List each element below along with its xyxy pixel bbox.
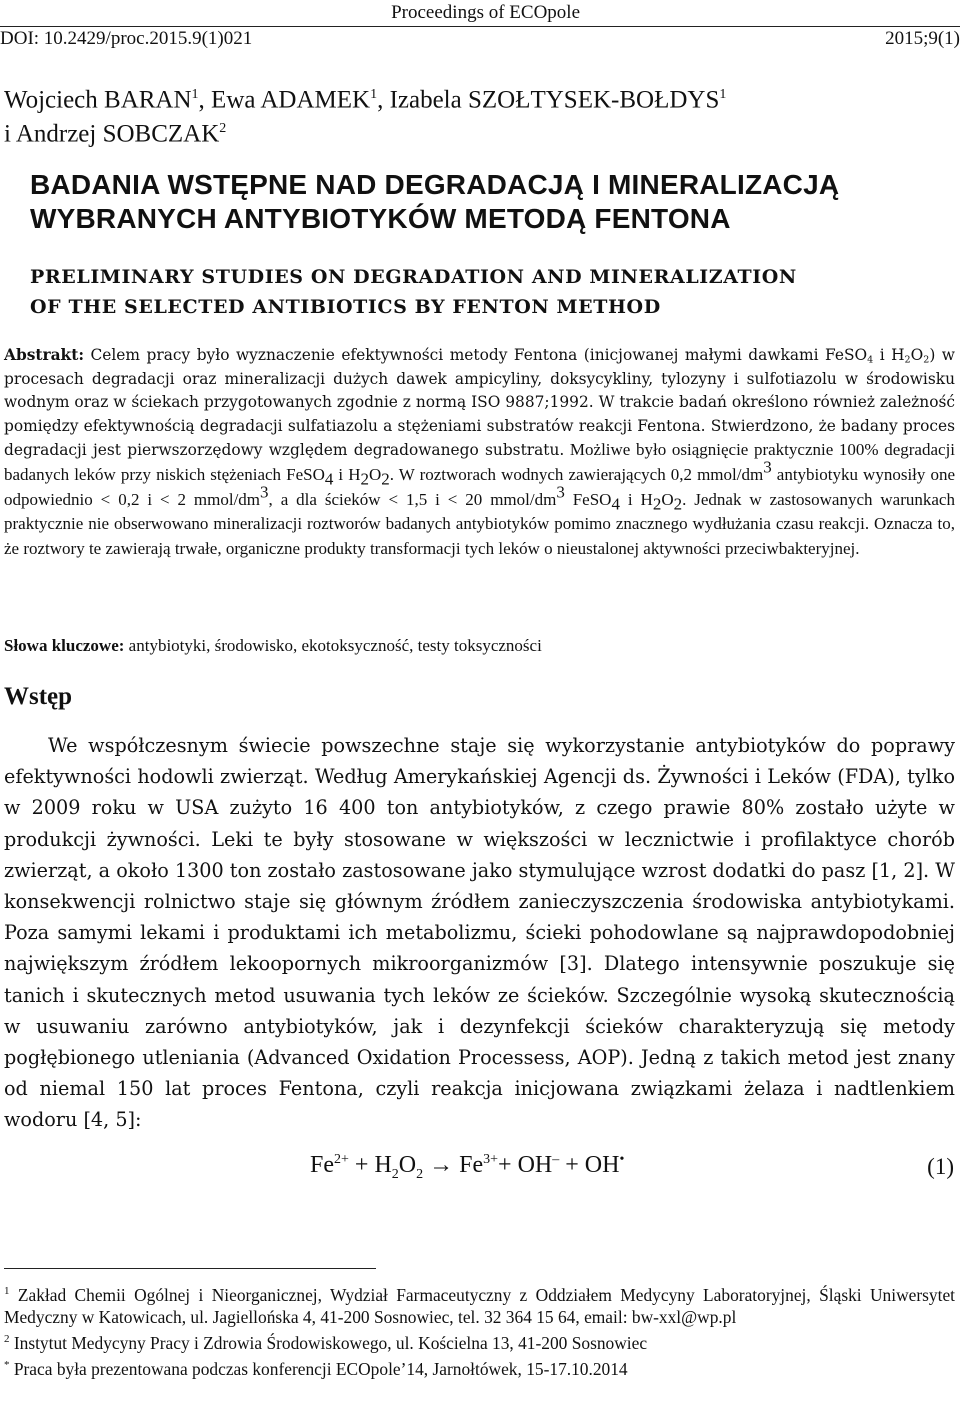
abstract-text: antybiotyku wynosiły one odpowiednio < 0,2 i < 2 mmol/dm xyxy=(4,464,955,509)
doi: DOI: 10.2429/proc.2015.9(1)021 xyxy=(0,28,253,49)
abstract-text: . W roztworach wodnych zawierających 0,2 mmol/dm xyxy=(389,464,764,484)
author-affil-mark: 1 xyxy=(370,87,378,102)
abstract-text: . Jednak w zastosowanych warunkach praktycznie nie obserwowano mineralizacji roztworów badanych antybiotyków pomimo znacznego wydłużania czasu reakcji. Oznacza to, że roztwory te zawierają trwałe, organiczne produkty transformacji tych leków o nieustalonej aktywności przeciwbakteryjnej. xyxy=(4,489,955,558)
author-baran: Wojciech BARAN xyxy=(4,86,192,114)
volume: 2015;9(1) xyxy=(885,28,960,49)
abstract-text: ) w procesach degradacji oraz mineralizacji dużych dawek ampicyliny, doksycykliny, tylozyny i sulfotiazolu w środowisku wodnym oraz w ściekach przygotowanych zgodnie z normą ISO 9887;1992. W trakcie badań określono również zależność pomiędzy efektywnością degradacji sulfatiazolu a stężeniami substratów reakcji Fentona. Stwierdzono, że badany proces degradacji jest pierwszorzędowy względem degradowanego substratu. xyxy=(4,346,955,460)
abstract-text: O xyxy=(910,346,924,364)
author-sobczak: i Andrzej SOBCZAK xyxy=(4,120,220,148)
header-line xyxy=(0,28,960,50)
abstract-label: Abstrakt: xyxy=(4,346,85,364)
equation: $Fe^{2+} + H_2O_2 \to Fe^{3+}+ OH^- + OH^•$ xyxy=(310,1152,625,1182)
footnote-rule xyxy=(4,1268,376,1269)
subscript: 2 xyxy=(381,469,390,489)
abstract-text: i H xyxy=(619,489,653,509)
superscript: 3 xyxy=(556,481,565,501)
footnote-1: $^1$ Zakład Chemii Ogólnej i Nieorganicznej, Wydział Farmaceutyczny z Oddziałem Medycyny Laboratoryjnej, Śląski Uniwersytet Medyczny w Katowicach, ul. Jagiellońska 4, 41-200 Sosnowiec, tel. 32 364 15 64, email: bw-xxl@wp.pl xyxy=(4,1284,955,1327)
title-english xyxy=(30,262,930,322)
journal-name: Proceedings of ECOpole xyxy=(391,2,580,23)
abstract-text: i H xyxy=(333,464,361,484)
intro-paragraph xyxy=(4,730,955,1136)
superscript: 3 xyxy=(260,481,269,501)
keywords-label: Słowa kluczowe: xyxy=(4,636,125,655)
author-szoltysek: , Izabela SZOŁTYSEK-BOŁDYS xyxy=(377,86,720,114)
subscript: 4 xyxy=(324,469,334,489)
footnote-3: * Praca była prezentowana podczas konferencji ECOpole’14, Jarnołtówek, 15-17.10.2014 xyxy=(4,1358,628,1379)
title-english-line2: OF THE SELECTED ANTIBIOTICS BY FENTON METHOD xyxy=(30,296,661,318)
equation-number: (1) xyxy=(927,1154,954,1179)
subscript: 2 xyxy=(923,354,930,366)
abstract-text: O xyxy=(661,489,674,509)
abstract-text: Możliwe było osiągnięcie praktycznie 100% degradacji badanych leków przy niskich stężeniach FeSO xyxy=(4,440,956,484)
author-affil-mark: 1 xyxy=(719,87,727,102)
subscript: 4 xyxy=(867,354,874,366)
subscript: 2 xyxy=(904,354,911,366)
authors xyxy=(4,80,944,149)
abstract xyxy=(4,344,955,561)
abstract-text: , a dla ścieków < 1,5 i < 20 mmol/dm xyxy=(268,489,557,509)
title-polish xyxy=(30,168,930,236)
section-heading: Wstęp xyxy=(4,683,73,710)
author-adamek: , Ewa ADAMEK xyxy=(198,86,371,114)
header-rule xyxy=(0,26,960,27)
author-affil-mark: 1 xyxy=(191,87,199,102)
subscript: 2 xyxy=(360,469,369,489)
intro-text: We współczesnym świecie powszechne staje się wykorzystanie antybiotyków do poprawy efektywności hodowli zwierząt. Według Amerykańskiej Agencji ds. Żywności i Leków (FDA), tylko w 2009 roku w USA zużyto 16 400 ton antybiotyków, z czego prawie 80% zostało użyte w produkcji żywności. Leki te były stosowane w większości w lecznictwie i profilaktyce chorób zwierząt, a około 1300 ton zostało zastosowane jako stymulujące wzrost dodatki do pasz [1, 2]. W konsekwencji rolnictwo staje się głównym źródłem zanieczyszczenia środowiska antybiotykami. Poza samymi lekami i produktami ich metabolizmu, ścieki pohodowlane są najprawdopodobniej największym źródłem lekoopornych mikroorganizmów [3]. Dlatego intensywnie poszukuje się tanich i skutecznych metod usuwania tych leków ze ścieków. Szczególnie wysoką skutecznością w usuwaniu zarówno antybiotyków, jak i dezynfekcji ścieków charakteryzują się metody pogłębionego utleniania (Advanced Oxidation Processess, AOP). Jedną z takich metod jest znany od niemal 150 lat proces Fentona, czyli reakcja inicjowana związkami żelaza i nadtlenkiem wodoru [4, 5]: xyxy=(4,734,955,1132)
superscript: 3 xyxy=(763,457,772,477)
subscript: 4 xyxy=(611,493,620,513)
title-english-line1: PRELIMINARY STUDIES ON DEGRADATION AND MINERALIZATION xyxy=(30,266,797,288)
subscript: 2 xyxy=(652,493,662,513)
keywords-text: antybiotyki, środowisko, ekotoksyczność, testy toksyczności xyxy=(124,636,542,655)
author-affil-mark: 2 xyxy=(219,121,227,137)
title-polish-line1: BADANIA WSTĘPNE NAD DEGRADACJĄ I MINERALIZACJĄ xyxy=(30,169,840,200)
abstract-text: O xyxy=(368,464,382,484)
abstract-text: FeSO xyxy=(564,489,612,509)
abstract-text: Celem pracy było wyznaczenie efektywności metody Fentona (inicjowanej małymi dawkami FeSO xyxy=(84,346,868,364)
footnotes xyxy=(4,1280,955,1379)
abstract-text: i H xyxy=(873,346,905,364)
subscript: 2 xyxy=(673,493,683,513)
title-polish-line2: WYBRANYCH ANTYBIOTYKÓW METODĄ FENTONA xyxy=(30,203,731,234)
footnote-2: $^2$ Instytut Medycyny Pracy i Zdrowia Środowiskowego, ul. Kościelna 13, 41-200 Sosnowiec xyxy=(4,1332,648,1353)
keywords xyxy=(4,634,954,658)
